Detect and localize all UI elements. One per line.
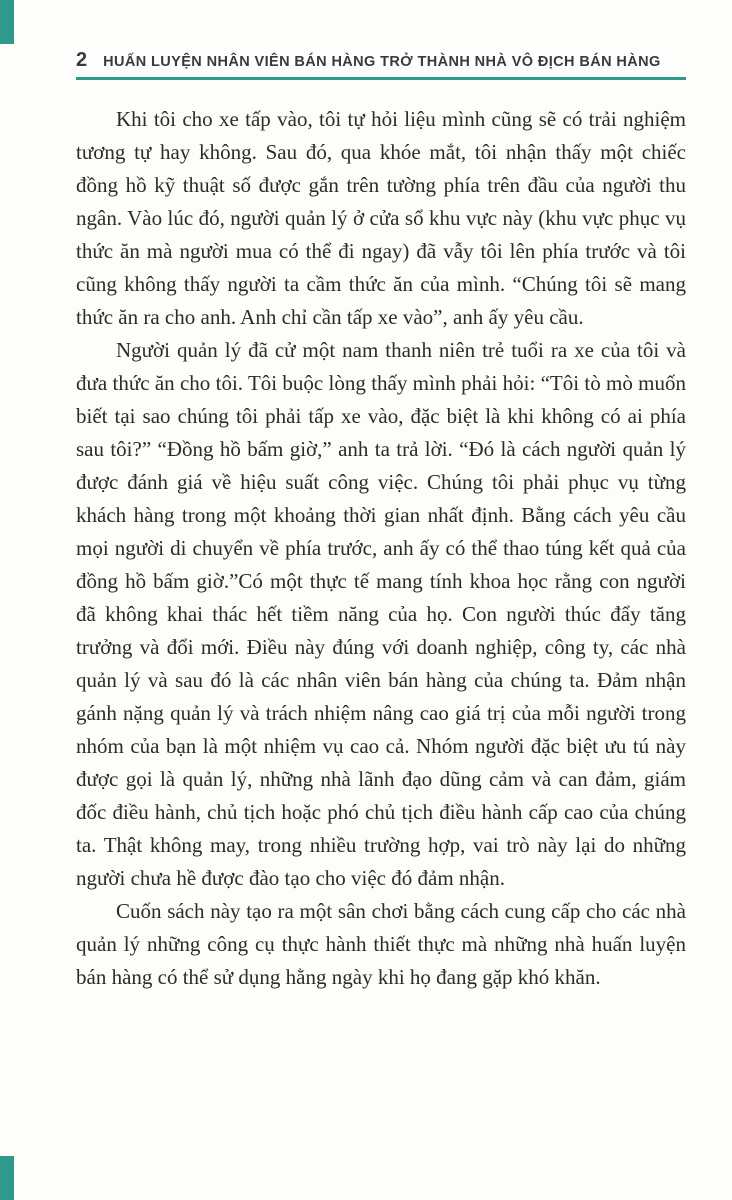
running-header-title: HUẤN LUYỆN NHÂN VIÊN BÁN HÀNG TRỞ THÀNH NHÀ VÔ ĐỊCH BÁN HÀNG [103,54,661,70]
page-body [76,103,686,994]
page-number: 2 [76,49,88,71]
header-rule [76,77,686,80]
corner-mark-bottom [0,1156,14,1200]
body-paragraph: Cuốn sách này tạo ra một sân chơi bằng cách cung cấp cho các nhà quản lý những công cụ thực hành thiết thực mà những nhà huấn luyện bán hàng có thể sử dụng hằng ngày khi họ đang gặp khó khăn. [76,899,686,989]
body-paragraph: Người quản lý đã cử một nam thanh niên trẻ tuổi ra xe của tôi và đưa thức ăn cho tôi. Tôi buộc lòng thấy mình phải hỏi: “Tôi tò mò muốn biết tại sao chúng tôi phải tấp xe vào, đặc biệt là khi không có ai phía sau tôi?” “Đồng hồ bấm giờ,” anh ta trả lời. “Đó là cách người quản lý được đánh giá về hiệu suất công việc. Chúng tôi phải phục vụ từng khách hàng trong một khoảng thời gian nhất định. Bằng cách yêu cầu mọi người di chuyển về phía trước, anh ấy có thể thao túng kết quả của đồng hồ bấm giờ.”Có một thực tế mang tính khoa học rằng con người đã không khai thác hết tiềm năng của họ. Con người thúc đẩy tăng trưởng và đổi mới. Điều này đúng với doanh nghiệp, công ty, các nhà quản lý và sau đó là các nhân viên bán hàng của chúng ta. Đảm nhận gánh nặng quản lý và trách nhiệm nâng cao giá trị của mỗi người trong nhóm của bạn là một nhiệm vụ cao cả. Nhóm người đặc biệt ưu tú này được gọi là quản lý, những nhà lãnh đạo dũng cảm và can đảm, giám đốc điều hành, chủ tịch hoặc phó chủ tịch điều hành cấp cao của chúng ta. Thật không may, trong nhiều trường hợp, vai trò này lại do những người chưa hề được đào tạo cho việc đó đảm nhận. [76,338,686,890]
corner-mark-top [0,0,14,44]
page-header [76,49,686,72]
body-paragraph: Khi tôi cho xe tấp vào, tôi tự hỏi liệu mình cũng sẽ có trải nghiệm tương tự hay không. Sau đó, qua khóe mắt, tôi nhận thấy một chiếc đồng hồ kỹ thuật số được gắn trên tường phía trên đầu của người thu ngân. Vào lúc đó, người quản lý ở cửa sổ khu vực này (khu vực phục vụ thức ăn mà người mua có thể đi ngay) đã vẫy tôi lên phía trước và tôi cũng không thấy người ta cầm thức ăn của mình. “Chúng tôi sẽ mang thức ăn ra cho anh. Anh chỉ cần tấp xe vào”, anh ấy yêu cầu. [76,107,686,329]
